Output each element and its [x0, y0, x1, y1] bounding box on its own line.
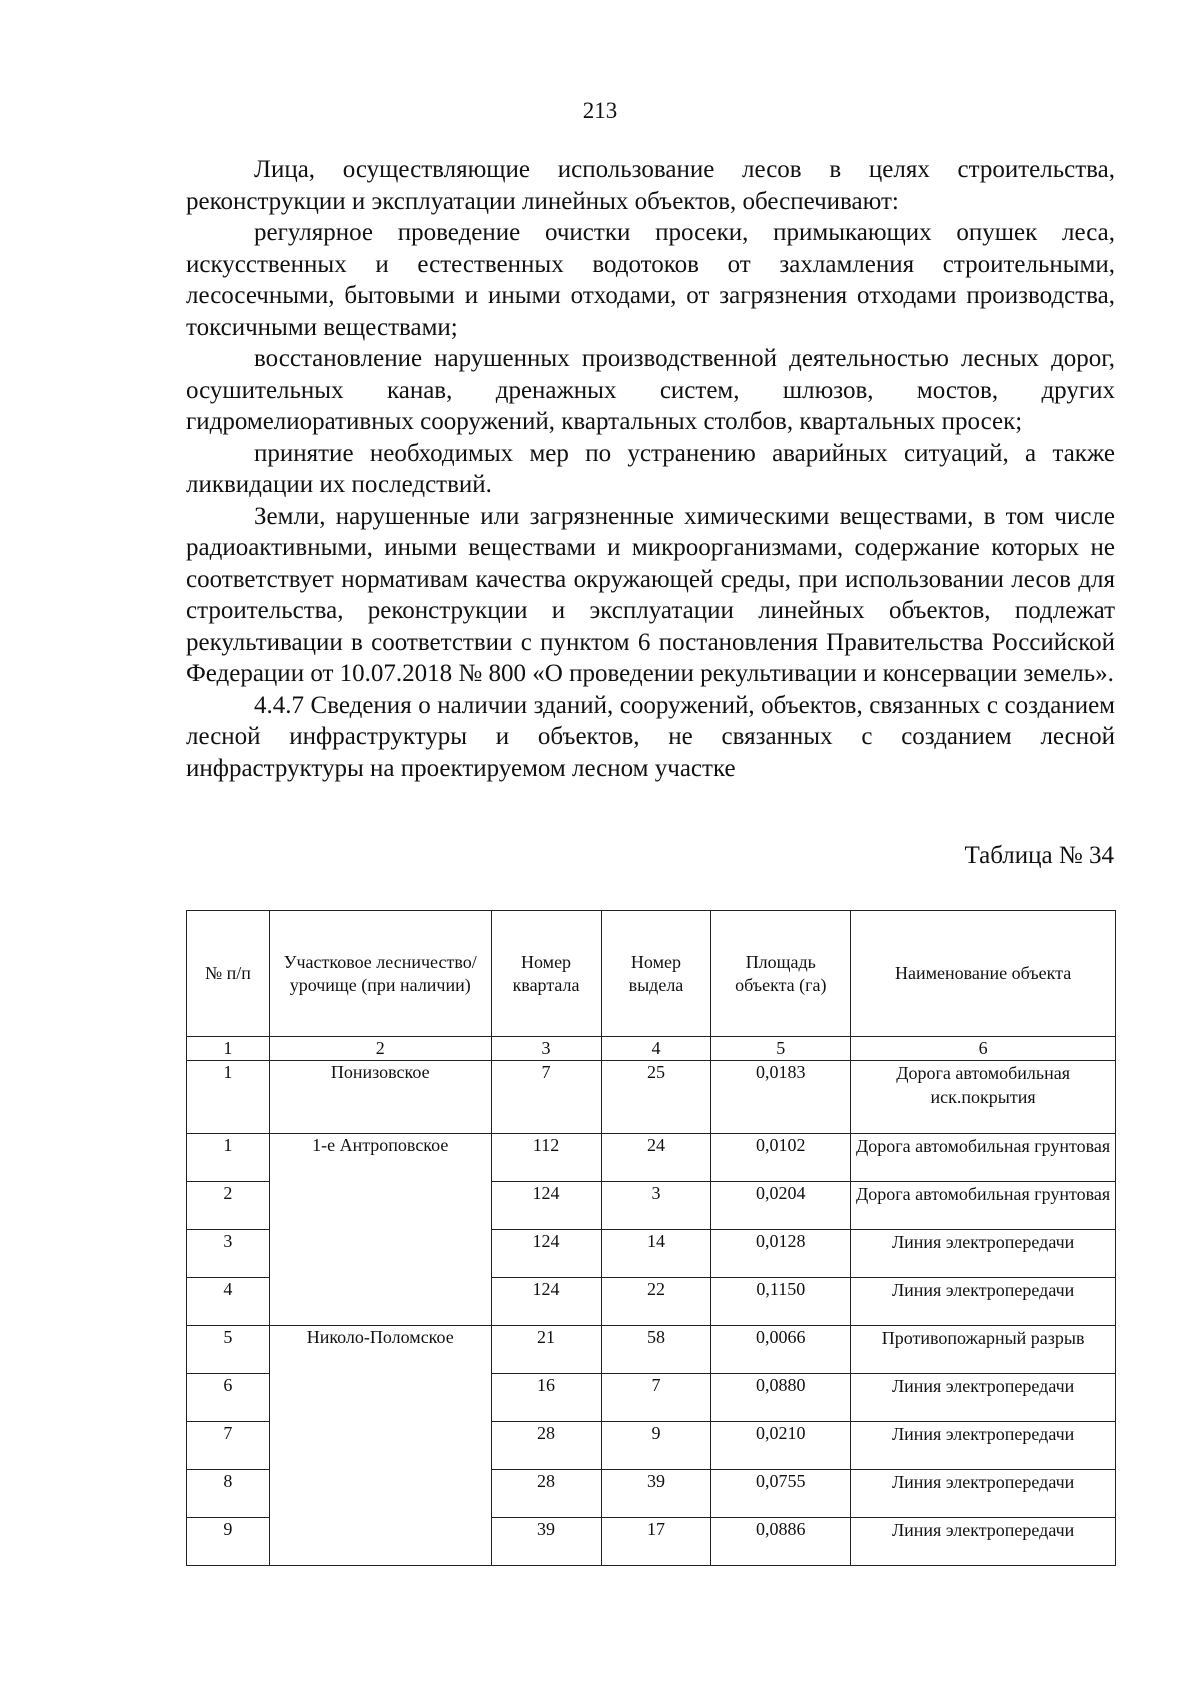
- paragraph: принятие необходимых мер по устранению аварийных ситуаций, а также ликвидации их последствий.: [186, 439, 1115, 498]
- area-cell: 0,0102: [711, 1134, 851, 1182]
- header-cell: Наименование объекта: [851, 911, 1116, 1037]
- quarter-cell: 112: [491, 1134, 601, 1182]
- column-number-cell: 5: [711, 1037, 851, 1061]
- quarter-cell: 21: [491, 1326, 601, 1374]
- header-cell: № п/п: [187, 911, 270, 1037]
- forestry-cell: Николо-Поломское: [269, 1326, 491, 1566]
- table-header-row: [187, 911, 1116, 1037]
- section-cell: 9: [601, 1422, 711, 1470]
- header-cell: Номер квартала: [491, 911, 601, 1037]
- quarter-cell: 28: [491, 1470, 601, 1518]
- quarter-cell: 28: [491, 1422, 601, 1470]
- object-name-cell: Дорога автомобильная грунтовая: [851, 1182, 1116, 1230]
- paragraph: Земли, нарушенные или загрязненные химическими веществами, в том числе радиоактивными, иными веществами и микроорганизмами, содержание которых не соответствует нормативам качества окружающей среды, при использовании лесов для строительства, реконструкции и эксплуатации линейных объектов, подлежат рекультивации в соответствии с пунктом 6 постановления Правительства Российской Федерации от 10.07.2018 № 800 «О проведении рекультивации и консервации земель».: [186, 502, 1115, 687]
- object-name-cell: Дорога автомобильная иск.покрытия: [851, 1061, 1116, 1134]
- page-number: 213: [582, 98, 618, 123]
- section-cell: 3: [601, 1182, 711, 1230]
- section-cell: 17: [601, 1518, 711, 1566]
- area-cell: 0,0755: [711, 1470, 851, 1518]
- row-number-cell: 6: [187, 1374, 270, 1422]
- object-name-cell: Линия электропередачи: [851, 1230, 1116, 1278]
- paragraph: регулярное проведение очистки просеки, примыкающих опушек леса, искусственных и естественных водотоков от захламления строительными, лесосечными, бытовыми и иными отходами, от загрязнения отходами производства, токсичными веществами;: [186, 219, 1115, 341]
- paragraph: Лица, осуществляющие использование лесов в целях строительства, реконструкции и эксплуатации линейных объектов, обеспечивают:: [186, 156, 1115, 215]
- quarter-cell: 124: [491, 1230, 601, 1278]
- column-number-cell: 2: [269, 1037, 491, 1061]
- area-cell: 0,0204: [711, 1182, 851, 1230]
- quarter-cell: 7: [491, 1061, 601, 1134]
- column-number-cell: 1: [187, 1037, 270, 1061]
- area-cell: 0,0886: [711, 1518, 851, 1566]
- table-caption: Таблица № 34: [964, 842, 1114, 869]
- section-cell: 22: [601, 1278, 711, 1326]
- section-heading-4-4-7: 4.4.7 Сведения о наличии зданий, сооружений, объектов, связанных с созданием лесной инфраструктуры и объектов, не связанных с созданием лесной инфраструктуры на проектируемом лесном участке: [186, 691, 1115, 782]
- quarter-cell: 124: [491, 1278, 601, 1326]
- row-number-cell: 1: [187, 1134, 270, 1182]
- object-name-cell: Линия электропередачи: [851, 1470, 1116, 1518]
- section-cell: 25: [601, 1061, 711, 1134]
- row-number-cell: 2: [187, 1182, 270, 1230]
- paragraph: восстановление нарушенных производственной деятельностью лесных дорог, осушительных канав, дренажных систем, шлюзов, мостов, других гидромелиоративных сооружений, квартальных столбов, квартальных просек;: [186, 345, 1115, 435]
- object-name-cell: Дорога автомобильная грунтовая: [851, 1134, 1116, 1182]
- area-cell: 0,1150: [711, 1278, 851, 1326]
- object-name-cell: Линия электропередачи: [851, 1278, 1116, 1326]
- row-number-cell: 3: [187, 1230, 270, 1278]
- document-body: [186, 154, 1115, 784]
- column-number-cell: 3: [491, 1037, 601, 1061]
- column-number-cell: 6: [851, 1037, 1116, 1061]
- header-cell: Номер выдела: [601, 911, 711, 1037]
- area-cell: 0,0210: [711, 1422, 851, 1470]
- object-name-cell: Линия электропередачи: [851, 1374, 1116, 1422]
- section-cell: 14: [601, 1230, 711, 1278]
- quarter-cell: 39: [491, 1518, 601, 1566]
- header-cell: Участковое лесничество/урочище (при наличии): [269, 911, 491, 1037]
- section-cell: 7: [601, 1374, 711, 1422]
- section-cell: 39: [601, 1470, 711, 1518]
- column-number-cell: 4: [601, 1037, 711, 1061]
- row-number-cell: 1: [187, 1061, 270, 1134]
- table-row: [187, 1326, 1116, 1374]
- table-row: [187, 1134, 1116, 1182]
- area-cell: 0,0880: [711, 1374, 851, 1422]
- forestry-cell: 1-е Антроповское: [269, 1134, 491, 1326]
- header-cell: Площадь объекта (га): [711, 911, 851, 1037]
- row-number-cell: 8: [187, 1470, 270, 1518]
- section-cell: 24: [601, 1134, 711, 1182]
- row-number-cell: 4: [187, 1278, 270, 1326]
- column-number-row: [187, 1037, 1116, 1061]
- object-name-cell: Линия электропередачи: [851, 1422, 1116, 1470]
- area-cell: 0,0183: [711, 1061, 851, 1134]
- area-cell: 0,0066: [711, 1326, 851, 1374]
- row-number-cell: 9: [187, 1518, 270, 1566]
- forestry-cell: Понизовское: [269, 1061, 491, 1134]
- objects-table: [186, 910, 1116, 1566]
- quarter-cell: 16: [491, 1374, 601, 1422]
- row-number-cell: 7: [187, 1422, 270, 1470]
- object-name-cell: Линия электропередачи: [851, 1518, 1116, 1566]
- section-cell: 58: [601, 1326, 711, 1374]
- row-number-cell: 5: [187, 1326, 270, 1374]
- object-name-cell: Противопожарный разрыв: [851, 1326, 1116, 1374]
- quarter-cell: 124: [491, 1182, 601, 1230]
- area-cell: 0,0128: [711, 1230, 851, 1278]
- table-row: [187, 1061, 1116, 1134]
